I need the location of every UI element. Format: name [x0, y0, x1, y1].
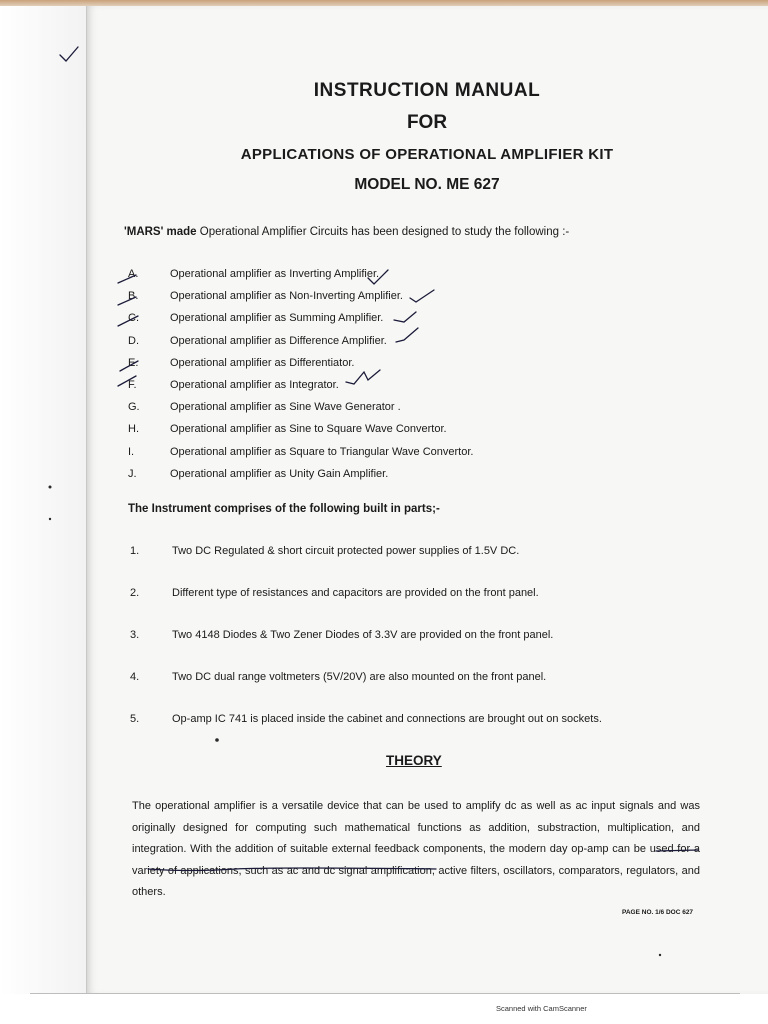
list-item [124, 335, 473, 357]
part-text: Op-amp IC 741 is placed inside the cabinet and connections are brought out on sockets. [172, 713, 602, 725]
list-text: Operational amplifier as Summing Amplifier. [170, 312, 384, 325]
part-text: Different type of resistances and capacitors are provided on the front panel. [172, 587, 539, 599]
list-text: Operational amplifier as Inverting Amplifier. [170, 268, 380, 280]
part-number: 1. [130, 545, 140, 557]
list-letter: A. [128, 268, 139, 280]
list-item [130, 629, 553, 641]
list-item [124, 312, 473, 334]
list-item [124, 268, 473, 290]
list-item [130, 713, 602, 725]
list-text: Operational amplifier as Sine Wave Generator . [170, 401, 401, 414]
scanner-watermark: Scanned with CamScanner [496, 1004, 587, 1013]
document-title: INSTRUCTION MANUAL [313, 80, 541, 101]
intro-line [124, 226, 569, 238]
list-text: Operational amplifier as Sine to Square Wave Convertor. [170, 423, 447, 436]
list-letter: E. [128, 356, 139, 369]
part-number: 5. [130, 713, 140, 725]
list-item [124, 357, 473, 379]
list-letter: F. [128, 378, 137, 391]
list-item [124, 379, 473, 401]
list-text: Operational amplifier as Difference Amplifier. [170, 334, 387, 347]
model-number: MODEL NO. ME 627 [354, 176, 500, 193]
scan-bottom [0, 994, 768, 1024]
list-text: Operational amplifier as Unity Gain Amplifier. [170, 467, 389, 480]
list-item [124, 446, 473, 468]
theory-heading: THEORY [386, 753, 442, 768]
list-text: Operational amplifier as Differentiator. [170, 356, 355, 369]
list-text: Operational amplifier as Integrator. [170, 378, 339, 391]
list-item [130, 545, 519, 557]
document-title-for: FOR [406, 112, 448, 133]
list-letter: D. [128, 334, 139, 347]
scan-margin [0, 6, 86, 994]
page-bottom-edge [30, 993, 740, 994]
list-item [130, 587, 539, 599]
list-item [124, 290, 473, 312]
list-item [124, 401, 473, 423]
intro-brand: 'MARS' made [124, 226, 197, 238]
part-number: 3. [130, 629, 140, 641]
theory-paragraph: The operational amplifier is a versatile device that can be used to amplify dc as well as ac input signals and was originally designed for computing such mathematical functions as addition, substraction, multiplication, and integration. With the addition of suitable external feedback components, the modern day op-amp can be used for a variety of applications, such as ac and dc signal amplification, active filters, oscillators, comparators, regulators, and others. [132, 800, 700, 898]
list-item [130, 671, 546, 683]
part-text: Two DC dual range voltmeters (5V/20V) are also mounted on the front panel. [172, 671, 547, 683]
list-item [124, 423, 473, 445]
list-letter: G. [128, 401, 140, 414]
list-text: Operational amplifier as Square to Triangular Wave Convertor. [170, 445, 474, 458]
parts-heading: The Instrument comprises of the following built in parts;- [128, 503, 440, 515]
list-letter: H. [128, 423, 139, 436]
page-footer: PAGE NO. 1/6 DOC 627 [622, 909, 694, 916]
intro-text: Operational Amplifier Circuits has been designed to study the following :- [196, 226, 570, 238]
part-number: 4. [130, 671, 140, 683]
list-letter: C. [128, 312, 139, 325]
part-text: Two DC Regulated & short circuit protected power supplies of 1.5V DC. [172, 545, 520, 557]
list-item [124, 468, 473, 490]
part-number: 2. [130, 587, 140, 599]
part-text: Two 4148 Diodes & Two Zener Diodes of 3.3V are provided on the front panel. [172, 629, 554, 641]
list-letter: J. [128, 467, 137, 480]
list-letter: B. [128, 290, 139, 303]
applications-list [124, 268, 473, 490]
list-letter: I. [128, 445, 135, 458]
list-text: Operational amplifier as Non-Inverting Amplifier. [170, 290, 403, 303]
document-subtitle: APPLICATIONS OF OPERATIONAL AMPLIFIER KIT [240, 146, 614, 163]
